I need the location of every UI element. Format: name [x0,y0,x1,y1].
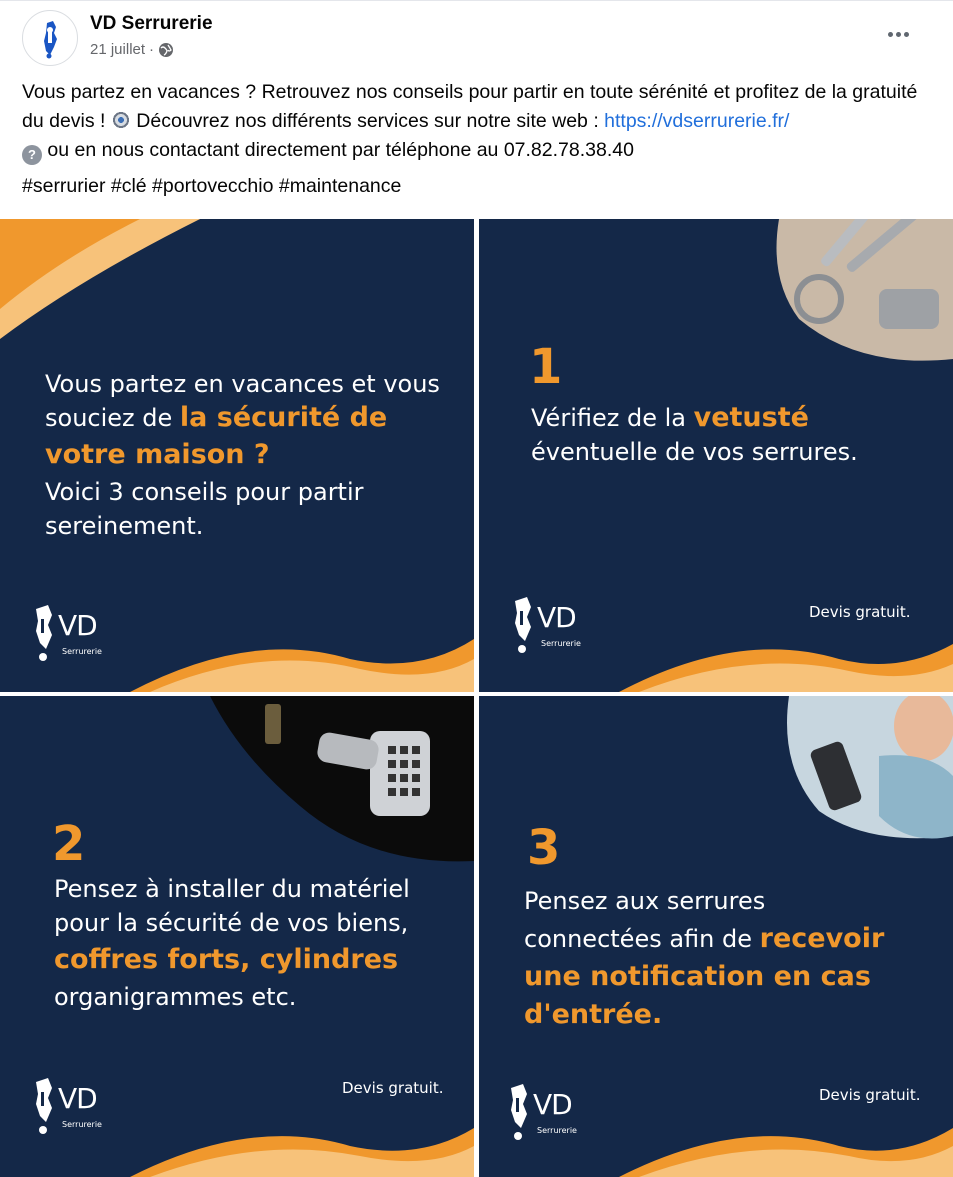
tip-number: 3 [527,820,561,876]
slide-highlight: la sécurité de [179,402,388,433]
logo-text: VD [58,1082,97,1115]
slide-highlight: votre maison ? [45,439,270,470]
post-text-2: Découvrez nos différents services sur notre site web : [130,110,605,132]
logo-subtext: Serrurerie [541,639,581,648]
logo-subtext: Serrurerie [537,1126,577,1135]
slide-line: pour la sécurité de vos biens, [54,909,409,937]
slide-highlight: vetusté [693,402,809,433]
logo-mark-icon [28,603,58,667]
slide-line: Vérifiez de la [531,404,694,432]
post-message [22,78,937,165]
tip-number: 2 [52,816,86,872]
more-options-button[interactable] [880,22,916,46]
slide-intro-text [45,367,440,543]
slide-tip-1-text [531,401,858,469]
post-text-1: Vous partez en vacances ? Retrouvez nos conseils pour partir en toute sérénité et profitez de la gratuité du devis ! [22,81,918,132]
post-date[interactable]: 21 juillet [90,41,146,58]
slide-tip-3-text [524,882,884,1034]
vd-logo [28,603,118,667]
slide-line: Pensez aux serrures [524,887,766,915]
slide-tip-2[interactable] [0,696,474,1177]
slide-tip-2-text [54,872,410,1014]
slide-line: connectées afin de [524,925,760,953]
slide-line: souciez de [45,404,180,432]
dot-icon [896,32,901,37]
page-avatar[interactable] [22,10,78,66]
logo-subtext: Serrurerie [62,647,102,656]
hashtags[interactable]: #serrurier #clé #portovecchio #maintenance [22,175,402,197]
post-text-3: ou en nous contactant directement par téléphone au 07.82.78.38.40 [42,139,634,161]
slide-intro[interactable] [0,219,474,692]
dot-icon [904,32,909,37]
gear-emoji-icon [111,110,131,130]
vd-logo [503,1082,593,1146]
meta-separator: · [149,41,155,58]
vd-logo [507,595,597,659]
logo-mark-icon [507,595,537,659]
slide-highlight: coffres forts, cylindres [54,944,399,975]
image-grid [0,217,953,1177]
slide-highlight: d'entrée. [524,999,663,1030]
devis-label: Devis gratuit. [819,1086,921,1104]
slide-tip-1[interactable] [479,219,953,692]
devis-label: Devis gratuit. [809,603,911,621]
logo-mark-icon [503,1082,533,1146]
slide-highlight: recevoir [759,923,885,954]
logo-text: VD [533,1088,572,1121]
logo-subtext: Serrurerie [62,1120,102,1129]
slide-line: Pensez à installer du matériel [54,875,410,903]
globe-icon[interactable] [158,42,174,58]
slide-highlight: une notification en cas [524,961,871,992]
slide-line: Vous partez en vacances et vous [45,370,440,398]
post-meta [90,41,174,58]
post-header [22,10,932,66]
slide-line: sereinement. [45,512,204,540]
dot-icon [888,32,893,37]
logo-mark-icon [28,1076,58,1140]
slide-line: éventuelle de vos serrures. [531,438,858,466]
logo-text: VD [58,609,97,642]
slide-line: Voici 3 conseils pour partir [45,478,364,506]
devis-label: Devis gratuit. [342,1079,444,1097]
page-name[interactable]: VD Serrurerie [90,13,213,34]
vd-logo [28,1076,118,1140]
logo-text: VD [537,601,576,634]
tip-number: 1 [529,339,563,395]
question-emoji-icon: ? [22,145,42,165]
slide-tip-3[interactable] [479,696,953,1177]
website-link[interactable]: https://vdserrurerie.fr/ [604,110,790,132]
slide-line: organigrammes etc. [54,983,297,1011]
